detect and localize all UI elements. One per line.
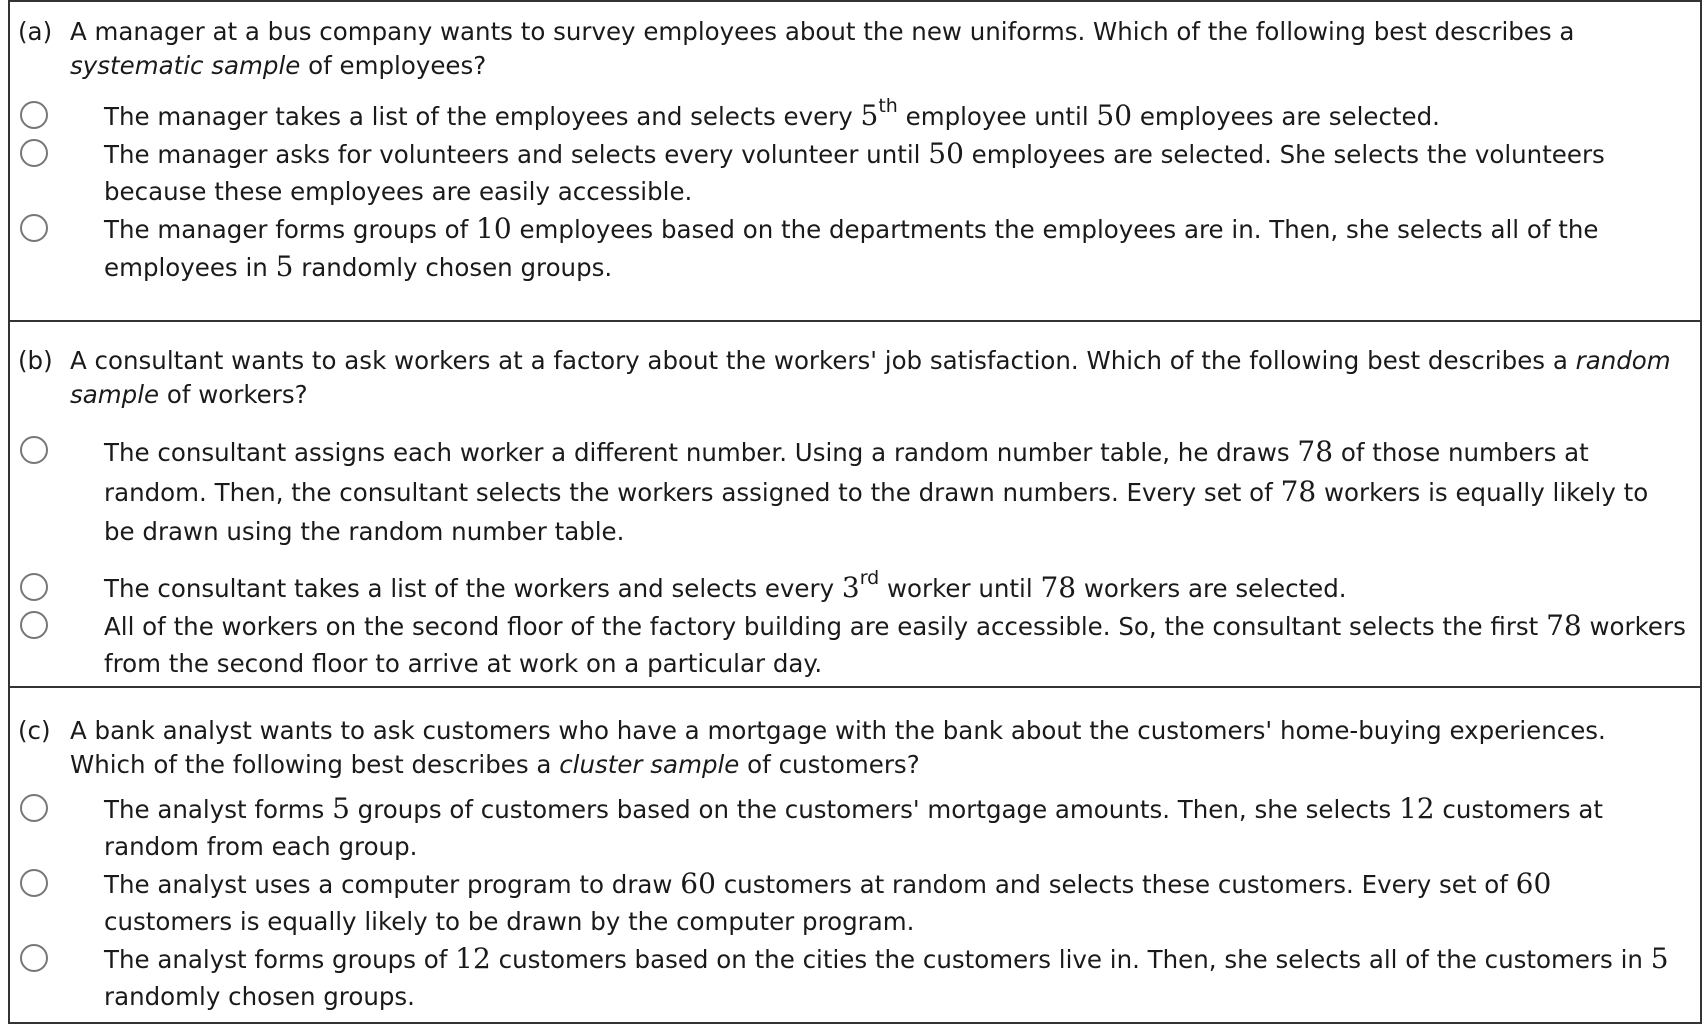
question-a-prompt: (a) A manager at a bus company wants to survey employees about the new uniforms. Which of the following best describes a systematic sample of employees? bbox=[18, 17, 1575, 80]
question-c-section bbox=[10, 686, 1700, 1022]
radio-button[interactable] bbox=[20, 436, 48, 464]
key-term: systematic sample bbox=[70, 51, 301, 80]
radio-button[interactable] bbox=[20, 573, 48, 601]
question-b-section bbox=[10, 320, 1700, 686]
radio-button[interactable] bbox=[20, 214, 48, 242]
answer-option[interactable]: The consultant takes a list of the workers and selects every 3rd worker until 78 workers are selected. bbox=[10, 569, 1700, 607]
radio-button[interactable] bbox=[20, 794, 48, 822]
radio-button[interactable] bbox=[20, 101, 48, 129]
answer-option[interactable]: The manager takes a list of the employees and selects every 5th employee until 50 employees are selected. bbox=[10, 97, 1700, 135]
answer-option[interactable]: All of the workers on the second floor of the factory building are easily accessible. So, the consultant selects the first 78 workers from the second floor to arrive at work on a particular day. bbox=[10, 607, 1700, 682]
question-c-prompt: (c) A bank analyst wants to ask customers who have a mortgage with the bank about the customers' home-buying experiences. Which of the following best describes a cluster sample of customers? bbox=[18, 716, 1606, 779]
key-term: random sample bbox=[70, 346, 1671, 409]
quiz-container bbox=[8, 0, 1702, 1024]
answer-option[interactable]: The manager asks for volunteers and selects every volunteer until 50 employees are selected. She selects the volunteers because these employees are easily accessible. bbox=[10, 135, 1700, 210]
question-label: (a) bbox=[18, 17, 53, 46]
answer-options bbox=[10, 94, 1700, 286]
key-term: cluster sample bbox=[559, 750, 740, 779]
radio-button[interactable] bbox=[20, 139, 48, 167]
answer-option[interactable]: The analyst forms groups of 12 customers based on the cities the customers live in. Then, she selects all of the customers in 5 randomly chosen groups. bbox=[10, 940, 1700, 1015]
radio-button[interactable] bbox=[20, 869, 48, 897]
answer-option[interactable]: The consultant assigns each worker a different number. Using a random number table, he draws 78 of those numbers at random. Then, the consultant selects the workers assigned to the drawn numbers. Every set of 78 workers is equally likely to be drawn using the random number table. bbox=[10, 432, 1700, 551]
answer-option[interactable]: The manager forms groups of 10 employees based on the departments the employees are in. Then, she selects all of the employees in 5 randomly chosen groups. bbox=[10, 210, 1700, 286]
question-b-prompt: (b) A consultant wants to ask workers at a factory about the workers' job satisfaction. Which of the following best describes a random sample of workers? bbox=[18, 346, 1671, 409]
radio-button[interactable] bbox=[20, 944, 48, 972]
answer-option[interactable]: The analyst forms 5 groups of customers based on the customers' mortgage amounts. Then, she selects 12 customers at random from each group. bbox=[10, 790, 1700, 865]
question-label: (c) bbox=[18, 716, 51, 745]
answer-options bbox=[10, 790, 1700, 1015]
answer-options bbox=[10, 432, 1700, 682]
question-label: (b) bbox=[18, 346, 53, 375]
question-a-section bbox=[10, 2, 1700, 320]
answer-option[interactable]: The analyst uses a computer program to draw 60 customers at random and selects these customers. Every set of 60 customers is equally likely to be drawn by the computer program. bbox=[10, 865, 1700, 940]
radio-button[interactable] bbox=[20, 611, 48, 639]
